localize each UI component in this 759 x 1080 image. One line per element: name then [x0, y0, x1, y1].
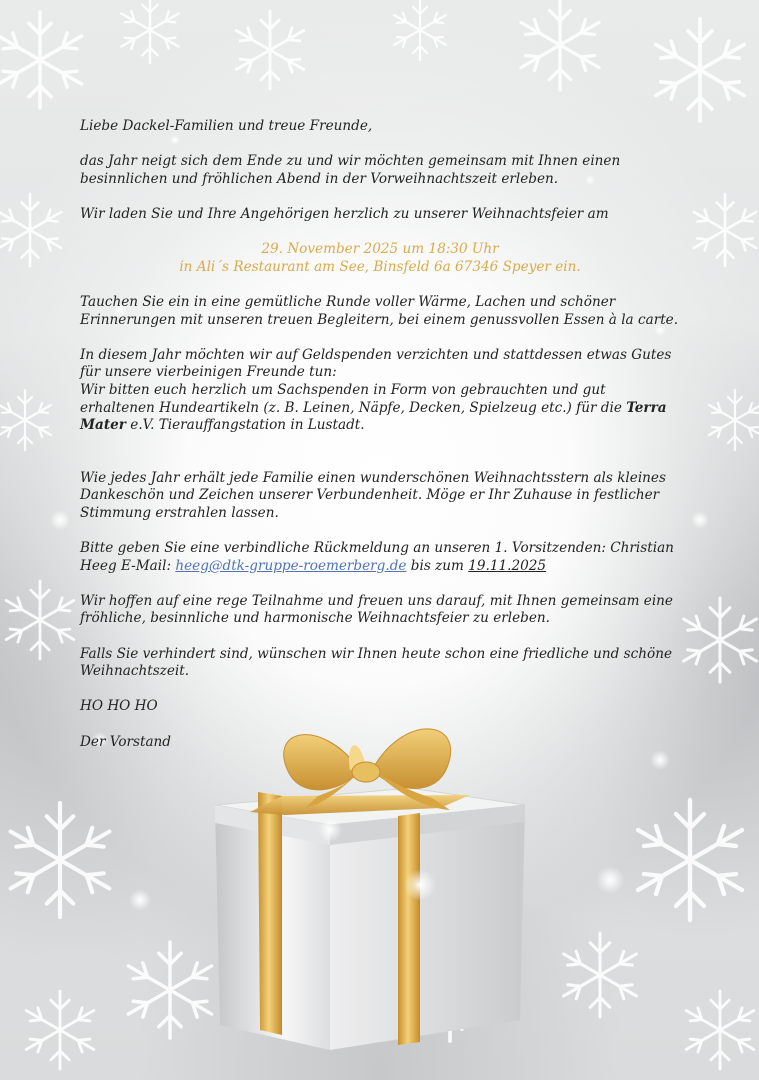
donation-request-text: Wir bitten euch herzlich um Sachspenden in Form von gebrauchten und gut erhaltenen Hundeartikeln (z. B. Leinen, Näpfe, Decken, Spielzeug etc.) für die — [80, 381, 622, 416]
gift-box-icon — [215, 729, 525, 1050]
hohoho: HO HO HO — [80, 698, 158, 715]
email-label: E-Mail: — [120, 557, 172, 574]
email-link[interactable]: heeg@dtk-gruppe-roemerberg.de — [175, 557, 407, 574]
paragraph-christmas-star: Wie jedes Jahr erhält jede Familie einen wunderschönen Weihnachtsstern als kleines Dankeschön und Zeichen unserer Verbundenheit. Möge er Ihr Zuhause in festlicher Stimmung erstrahlen lassen. — [80, 469, 666, 521]
paragraph-donation-intro: In diesem Jahr möchten wir auf Geldspenden verzichten und stattdessen etwas Gutes für unsere vierbeinigen Freunde tun: — [80, 346, 672, 381]
event-date: 29. November 2025 um 18:30 Uhr — [261, 241, 499, 258]
paragraph-invitation: Wir laden Sie und Ihre Angehörigen herzlich zu unserer Weihnachtsfeier am — [80, 205, 609, 222]
paragraph-absent: Falls Sie verhindert sind, wünschen wir Ihnen heute schon eine friedliche und schöne Weihnachtszeit. — [80, 645, 672, 680]
event-details — [80, 241, 680, 276]
paragraph-donation-request — [80, 382, 680, 435]
greeting: Liebe Dackel-Familien und treue Freunde, — [80, 118, 373, 134]
paragraph-intro: das Jahr neigt sich dem Ende zu und wir möchten gemeinsam mit Ihnen einen besinnlichen und fröhlichen Abend in der Vorweihnachtszeit erleben. — [80, 153, 621, 187]
letter-body — [80, 118, 680, 751]
rsvp-until: bis zum — [406, 557, 469, 574]
signature: Der Vorstand — [80, 733, 172, 750]
rsvp-deadline: 19.11.2025 — [468, 557, 547, 574]
organization-name: Terra Mater — [80, 399, 667, 434]
paragraph-rsvp — [80, 540, 680, 575]
event-place: in Ali´s Restaurant am See, Binsfeld 6a 67346 Speyer ein. — [179, 258, 581, 275]
rsvp-text: Bitte geben Sie eine verbindliche Rückmeldung an unseren 1. Vorsitzenden: Christian Heeg — [80, 540, 674, 574]
paragraph-hope: Wir hoffen auf eine rege Teilnahme und freuen uns darauf, mit Ihnen gemeinsam eine fröhliche, besinnliche und harmonische Weihnachtsfeier zu erleben. — [80, 592, 673, 627]
organization-rest: e.V. Tierauffangstation in Lustadt. — [125, 417, 365, 434]
paragraph-evening: Tauchen Sie ein in eine gemütliche Runde voller Wärme, Lachen und schöner Erinnerungen mit unseren treuen Begleitern, bei einem genussvollen Essen à la carte. — [80, 293, 679, 328]
